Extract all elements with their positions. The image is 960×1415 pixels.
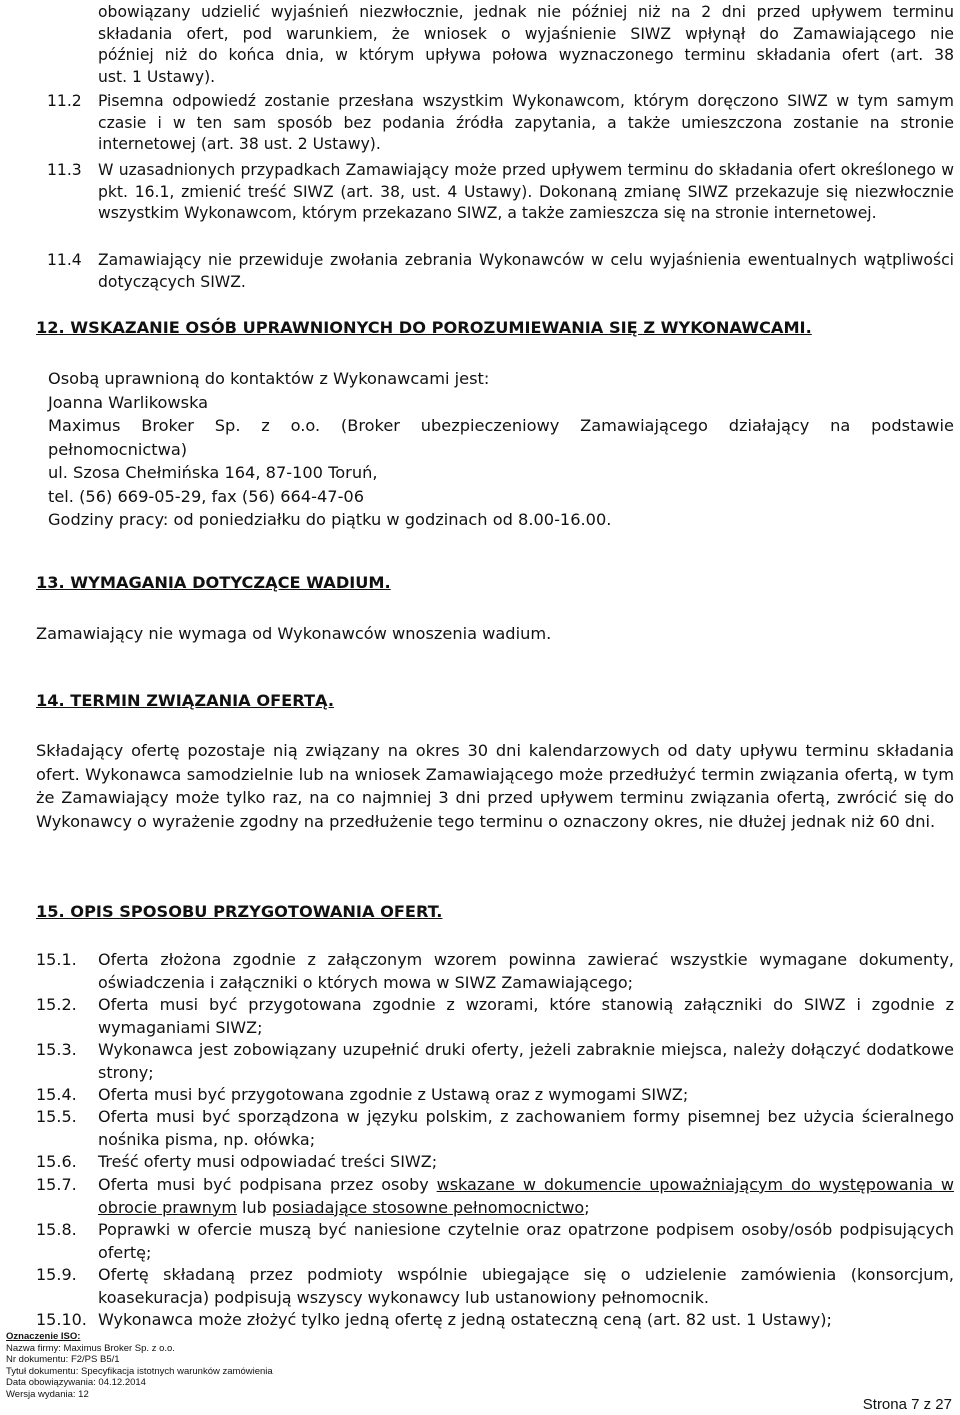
clause-number: 11.3	[47, 161, 82, 179]
clause-number: 11.4	[47, 251, 82, 269]
list-item: Oferta złożona zgodnie z załączonym wzorem powinna zawierać wszystkie wymagane dokumenty, oświadczenia i załączniki o których mowa w SIWZ Zamawiającego;	[98, 950, 954, 992]
contact-hours: Godziny pracy: od poniedziałku do piątku w godzinach od 8.00-16.00.	[48, 510, 612, 529]
section-13-heading: 13. WYMAGANIA DOTYCZĄCE WADIUM.	[36, 573, 391, 592]
list-item: Oferta musi być przygotowana zgodnie z Ustawą oraz z wymogami SIWZ;	[98, 1085, 689, 1104]
underlined-phrase: posiadające stosowne pełnomocnictwo	[271, 1197, 585, 1217]
contact-address: ul. Szosa Chełmińska 164, 87-100 Toruń,	[48, 463, 378, 482]
footer-version: Wersja wydania: 12	[6, 1388, 89, 1400]
list-item	[98, 1174, 954, 1219]
section-11-1-continuation	[98, 2, 954, 88]
contact-phone: tel. (56) 669-05-29, fax (56) 664-47-06	[48, 486, 365, 506]
list-item-number: 15.9.	[36, 1265, 77, 1284]
list-item-number: 15.10.	[36, 1310, 87, 1329]
section-14-heading: 14. TERMIN ZWIĄZANIA OFERTĄ.	[36, 691, 334, 710]
list-item-number: 15.1.	[36, 950, 77, 969]
list-item-number: 15.5.	[36, 1107, 77, 1126]
footer-doc-title: Tytuł dokumentu: Specyfikacja istotnych warunków zamówienia	[6, 1365, 273, 1377]
contact-intro: Osobą uprawnioną do kontaktów z Wykonawcami jest:	[48, 369, 490, 388]
contact-company: Maximus Broker Sp. z o.o. (Broker ubezpieczeniowy Zamawiającego działający na podstawie	[48, 416, 954, 435]
section-14-text: Składający ofertę pozostaje nią związany na okres 30 dni kalendarzowych od daty upływu terminu składania ofert. Wykonawca samodzielnie lub na wniosek Zamawiającego może przedłużyć termin związania ofertą, w tym że Zamawiający może tylko raz, na co najmniej 3 dni przed upływem terminu związania ofertą, zwrócić się do Wykonawcy o wyrażenie zgodny na przedłużenie tego terminu o oznaczony okres, nie dłużej jednak niż 60 dni.	[36, 741, 954, 831]
item-text-part: lub	[236, 1197, 272, 1217]
list-item: Wykonawca jest zobowiązany uzupełnić druki oferty, jeżeli zabraknie miejsca, należy dołączyć dodatkowe strony;	[98, 1040, 954, 1082]
list-item: Poprawki w ofercie muszą być naniesione czytelnie oraz opatrzone podpisem osoby/osób podpisujących ofertę;	[98, 1220, 954, 1262]
list-item-number: 15.3.	[36, 1040, 77, 1059]
list-item: Ofertę składaną przez podmioty wspólnie ubiegające się o udzielenie zamówienia (konsorcjum, koasekuracja) podpisują wszyscy wykonawcy lub ustanowiony pełnomocnik.	[98, 1265, 954, 1307]
clause-number: 11.2	[47, 92, 82, 110]
list-item-number: 15.4.	[36, 1085, 77, 1104]
item-text-part: Oferta musi być podpisana przez osoby	[98, 1175, 437, 1194]
list-item: Oferta musi być sporządzona w języku polskim, z zachowaniem formy pisemnej bez użycia ścieralnego nośnika pisma, np. ołówka;	[98, 1107, 954, 1149]
footer-date: Data obowiązywania: 04.12.2014	[6, 1377, 146, 1388]
text-line: obowiązany udzielić wyjaśnień niezwłocznie, jednak nie później niż na 2 dni przed upływem terminu	[98, 3, 954, 21]
clause-11-2-text: Pisemna odpowiedź zostanie przesłana wszystkim Wykonawcom, którym doręczono SIWZ w tym samym czasie i w ten sam sposób bez podania źródła zapytania, a także umieszczona zostanie na stronie internetowej (art. 38 ust. 2 Ustawy).	[98, 92, 954, 153]
list-item: Oferta musi być przygotowana zgodnie z wzorami, które stanowią załączniki do SIWZ i zgodnie z wymaganiami SIWZ;	[98, 995, 954, 1037]
section-15-heading: 15. OPIS SPOSOBU PRZYGOTOWANIA OFERT.	[36, 902, 443, 921]
document-footer	[6, 1331, 273, 1400]
underlined-phrase: wskazane w dokumencie upoważniającym do występowania w obrocie prawnym	[98, 1175, 954, 1217]
list-item: Treść oferty musi odpowiadać treści SIWZ;	[98, 1152, 438, 1171]
footer-firm: Nazwa firmy: Maximus Broker Sp. z o.o.	[6, 1342, 175, 1354]
list-item-number: 15.6.	[36, 1152, 77, 1171]
footer-iso-label: Oznaczenie ISO:	[6, 1331, 81, 1342]
footer-doc-number: Nr dokumentu: F2/PS B5/1	[6, 1354, 120, 1365]
section-13-text: Zamawiający nie wymaga od Wykonawców wnoszenia wadium.	[36, 624, 552, 643]
list-item-number: 15.2.	[36, 995, 77, 1014]
contact-company-cont: pełnomocnictwa)	[48, 439, 188, 459]
text-line: ust. 1 Ustawy).	[98, 67, 216, 86]
contact-block	[48, 367, 954, 532]
text-line: składania ofert, pod warunkiem, że wniosek o wyjaśnienie SIWZ wpłynął do Zamawiającego nie	[98, 24, 954, 43]
list-item: Wykonawca może złożyć tylko jedną ofertę z jedną ostateczną ceną (art. 82 ust. 1 Ustawy);	[98, 1310, 832, 1329]
list-item-number: 15.7.	[36, 1175, 77, 1194]
page-number: Strona 7 z 27	[862, 1396, 952, 1413]
item-text-part: ;	[584, 1197, 590, 1217]
clause-11-4-text: Zamawiający nie przewiduje zwołania zebrania Wykonawców w celu wyjaśnienia ewentualnych wątpliwości dotyczących SIWZ.	[98, 251, 954, 291]
contact-name: Joanna Warlikowska	[48, 392, 209, 412]
section-12-heading: 12. WSKAZANIE OSÓB UPRAWNIONYCH DO POROZUMIEWANIA SIĘ Z WYKONAWCAMI.	[36, 318, 812, 337]
list-item-number: 15.8.	[36, 1220, 77, 1239]
text-line: później niż do końca dnia, w którym upływa połowa wyznaczonego terminu składania ofert (art. 38	[98, 46, 954, 64]
clause-11-3-text: W uzasadnionych przypadkach Zamawiający może przed upływem terminu do składania ofert określonego w pkt. 16.1, zmienić treść SIWZ (art. 38, ust. 4 Ustawy). Dokonaną zmianę SIWZ przekazuje się niezwłocznie wszystkim Wykonawcom, którym przekazano SIWZ, a także zamieszcza się na stronie internetowej.	[98, 161, 954, 222]
